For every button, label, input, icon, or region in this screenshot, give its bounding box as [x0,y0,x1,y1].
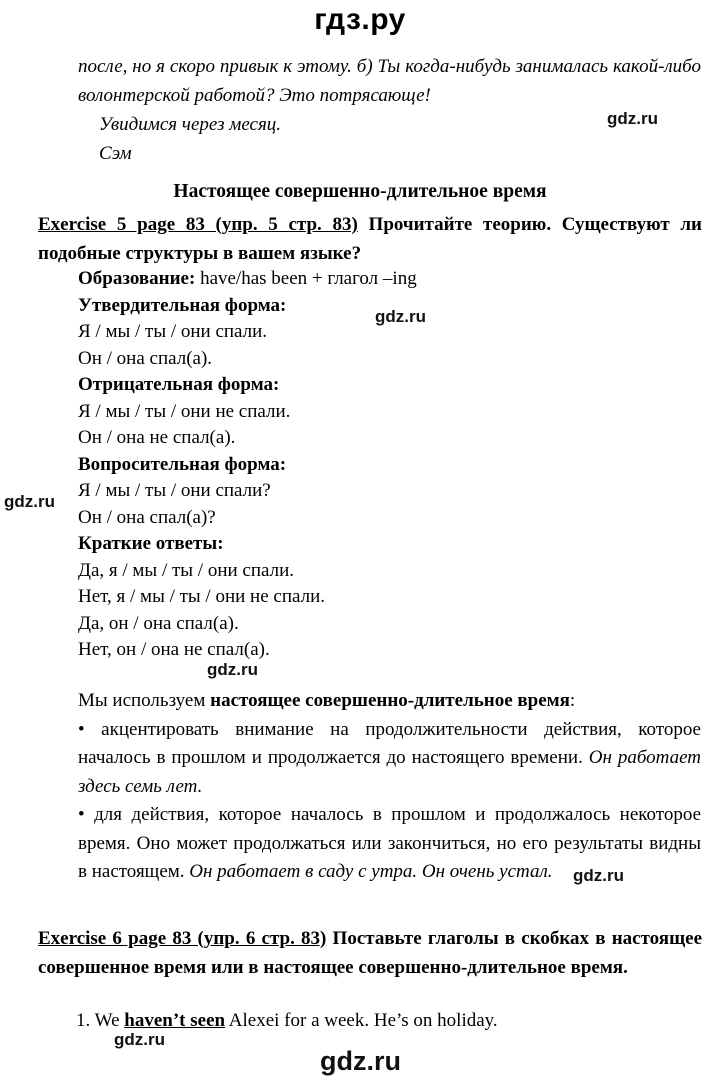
usage-bullet: • для действия, которое началось в прошлом и продолжалось некоторое время. Оно может продолжаться или закончиться, но его результаты видны в настоящем. Он работает в саду с утра. Он очень устал. [78,804,701,882]
gdz-watermark-3: gdz.ru [4,492,55,511]
theory-line: Я / мы / ты / они спали. [78,321,268,342]
theory-line: Он / она спал(а)? [78,506,216,528]
signoff-line: Увидимся через месяц. [99,114,282,135]
site-logo: гдз.ру [314,3,406,36]
theory-line: Образование: have/has been + глагол –ing [78,268,417,289]
letter-signoff [99,110,281,168]
signoff-name: Сэм [99,143,132,164]
theory-line: Я / мы / ты / они не спали. [78,400,291,422]
exercise5-heading: Exercise 5 page 83 (упр. 5 стр. 83) Прочитайте теорию. Существуют ли подобные структуры в вашем языке? [38,214,703,264]
gdz-watermark-2: gdz.ru [375,307,426,326]
theory-line: Вопросительная форма: [78,453,287,475]
theory-line: Я / мы / ты / они спали? [78,480,271,501]
answer-item: 1. We haven’t seen Alexei for a week. He’s on holiday. [76,1010,498,1031]
section-title: Настоящее совершенно-длительное время [173,181,547,202]
theory-line: Нет, я / мы / ты / они не спали. [78,586,325,607]
gdz-watermark-4: gdz.ru [207,660,258,679]
gdz-watermark-5: gdz.ru [573,866,624,885]
theory-line: Да, он / она спал(а). [78,612,239,634]
theory-line: Да, я / мы / ты / они спали. [78,559,295,581]
usage-block [78,687,701,887]
gdz-watermark-1: gdz.ru [607,109,658,128]
theory-line: Утвердительная форма: [78,294,287,316]
gdz-watermark-6: gdz.ru [114,1030,165,1049]
exercise6-heading: Exercise 6 page 83 (упр. 6 стр. 83) Поставьте глаголы в скобках в настоящее совершенное время или в настоящее совершенно-длительное время. [38,928,702,978]
intro-paragraph: после, но я скоро привык к этому. б) Ты когда-нибудь занималась какой-либо волонтерской работой? Это потрясающе! [78,56,701,106]
theory-line: Он / она не спал(а). [78,427,236,448]
usage-bullet: • акцентировать внимание на продолжительности действия, которое началось в прошлом и продолжается до настоящего времени. Он работает здесь семь лет. [78,718,702,797]
theory-line: Нет, он / она не спал(а). [78,639,270,660]
usage-intro: Мы используем настоящее совершенно-длительное время: [78,690,576,711]
theory-line: Отрицательная форма: [78,374,280,395]
exercise6-answers [76,1006,701,1035]
theory-line: Он / она спал(а). [78,347,213,369]
gdz-watermark-7: gdz.ru [320,1046,401,1076]
theory-line: Краткие ответы: [78,533,224,554]
